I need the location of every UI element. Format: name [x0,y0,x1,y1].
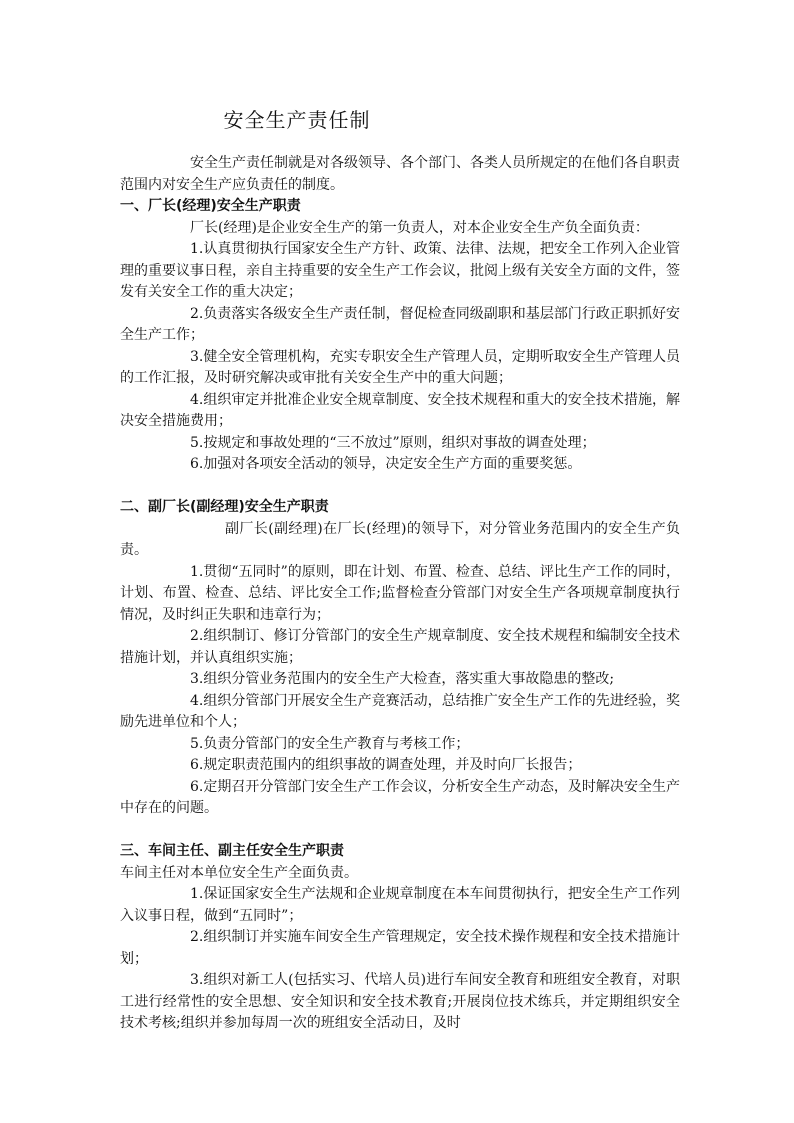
list-item: 2.组织制订、修订分管部门的安全生产规章制度、安全技术规程和编制安全技术措施计划，并认真组织实施； [120,628,680,666]
list-item: 1.认真贯彻执行国家安全生产方针、政策、法律、法规，把安全工作列入企业管理的重要议事日程，亲自主持重要的安全生产工作会议，批阅上级有关安全方面的文件，签发有关安全工作的重大决定； [120,241,680,300]
list-item: 1.贯彻“五同时”的原则，即在计划、布置、检查、总结、评比生产工作的同时，计划、布置、检查、总结、评比安全工作;监督检查分管部门对安全生产各项规章制度执行情况，及时纠正失职和违章行为； [120,563,680,623]
list-item: 2.组织制订并实施车间安全生产管理规定，安全技术操作规程和安全技术措施计划； [120,929,680,967]
list-item: 4.组织分管部门开展安全生产竞赛活动，总结推广安全生产工作的先进经验，奖励先进单位和个人； [120,692,680,730]
intro-paragraph: 安全生产责任制就是对各级领导、各个部门、各类人员所规定的在他们各自职责范围内对安全生产应负责任的制度。 [120,155,680,193]
list-item: 4.组织审定并批准企业安全规章制度、安全技术规程和重大的安全技术措施，解决安全措施费用； [120,391,680,429]
section-2-lead: 副厂长(副经理)在厂长(经理)的领导下，对分管业务范围内的安全生产负责。 [120,520,680,558]
list-item: 3.组织对新工人(包括实习、代培人员)进行车间安全教育和班组安全教育，对职工进行经常性的安全思想、安全知识和安全技术教育;开展岗位技术练兵，并定期组织安全技术考核;组织并参加每周一次的班组安全活动日，及时 [120,972,680,1031]
list-item: 6.定期召开分管部门安全生产工作会议，分析安全生产动态，及时解决安全生产中存在的问题。 [120,778,680,816]
list-item: 3.组织分管业务范围内的安全生产大检查，落实重大事故隐患的整改; [190,671,615,687]
section-1-heading: 一、厂长(经理)安全生产职责 [120,198,301,214]
section-1-lead: 厂长(经理)是企业安全生产的第一负责人，对本企业安全生产负全面负责： [190,219,649,236]
document-body [120,153,680,1035]
list-item: 6.加强对各项安全活动的领导，决定安全生产方面的重要奖惩。 [190,456,582,472]
document-title: 安全生产责任制 [223,108,371,132]
list-item: 3.健全安全管理机构，充实专职安全生产管理人员，定期听取安全生产管理人员的工作汇报，及时研究解决或审批有关安全生产中的重大问题； [120,348,680,386]
list-item: 2.负责落实各级安全生产责任制，督促检查同级副职和基层部门行政正职抓好安全生产工作； [120,305,680,343]
list-item: 5.负责分管部门的安全生产教育与考核工作； [190,735,470,752]
list-item: 6.规定职责范围内的组织事故的调查处理，并及时向厂长报告； [190,757,582,773]
section-3-lead: 车间主任对本单位安全生产全面负责。 [120,864,358,881]
section-2-heading: 二、副厂长(副经理)安全生产职责 [120,499,329,515]
list-item: 1.保证国家安全生产法规和企业规章制度在本车间贯彻执行，把安全生产工作列入议事日程，做到“五同时”； [120,886,680,924]
section-3-heading: 三、车间主任、副主任安全生产职责 [120,843,344,859]
list-item: 5.按规定和事故处理的“三不放过”原则，组织对事故的调查处理； [190,434,596,451]
